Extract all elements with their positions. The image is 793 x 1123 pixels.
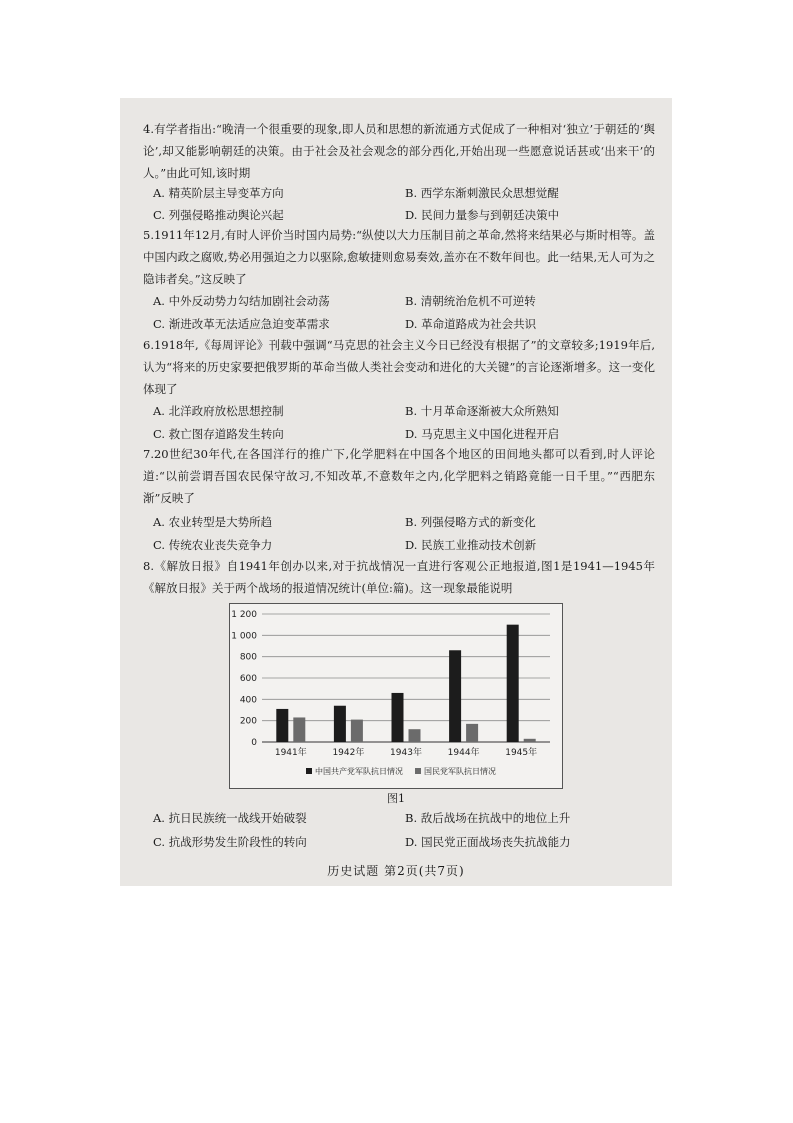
bar-kmt-3	[466, 724, 478, 742]
bar-cpc-1	[334, 706, 346, 742]
question-6-option-a: A. 北洋政府放松思想控制	[153, 404, 284, 418]
question-4-option-b: B. 西学东渐刺激民众思想觉醒	[405, 186, 559, 200]
question-7-option-b: B. 列强侵略方式的新变化	[405, 515, 536, 529]
question-6-stem: 6.1918年,《每周评论》刊载中强调“马克思的社会主义今日已经没有根据了”的文章较多;1919年后,认为“将来的历史家要把俄罗斯的革命当做人类社会变动和进化的大关键”的言论逐渐增多。这一变化体现了	[143, 338, 655, 396]
bar-cpc-2	[392, 693, 404, 742]
legend-label: 中国共产党军队抗日情况	[315, 767, 403, 776]
y-tick-label: 200	[239, 716, 257, 727]
figure-caption: 图1	[387, 792, 405, 805]
question-7-option-d: D. 民族工业推动技术创新	[405, 538, 537, 552]
question-6	[143, 334, 655, 400]
question-8-option-b: B. 敌后战场在抗战中的地位上升	[405, 811, 571, 825]
x-tick-label: 1945年	[505, 748, 538, 758]
bar-kmt-4	[524, 739, 536, 742]
question-6-option-c: C. 救亡图存道路发生转向	[153, 427, 284, 441]
y-tick-label: 800	[239, 652, 257, 663]
question-8	[143, 555, 655, 599]
y-tick-label: 400	[239, 695, 257, 706]
bar-cpc-4	[507, 625, 519, 742]
question-7	[143, 443, 655, 509]
question-5-option-a: A. 中外反动势力勾结加剧社会动荡	[153, 294, 330, 308]
legend-label: 国民党军队抗日情况	[424, 767, 496, 776]
question-8-stem: 8.《解放日报》自1941年创办以来,对于抗战情况一直进行客观公正地报道,图1是1941—1945年《解放日报》关于两个战场的报道情况统计(单位:篇)。这一现象最能说明	[143, 559, 655, 595]
question-5	[143, 224, 655, 290]
question-4-option-d: D. 民间力量参与到朝廷决策中	[405, 208, 560, 222]
legend-swatch	[306, 768, 312, 774]
question-8-option-c: C. 抗战形势发生阶段性的转向	[153, 835, 307, 849]
bar-kmt-1	[351, 720, 363, 742]
figure-1-chart	[229, 603, 563, 789]
exam-page	[120, 98, 672, 886]
y-tick-label: 600	[239, 674, 257, 684]
question-8-option-a: A. 抗日民族统一战线开始破裂	[153, 811, 307, 825]
question-6-option-d: D. 马克思主义中国化进程开启	[405, 427, 560, 441]
question-5-option-b: B. 清朝统治危机不可逆转	[405, 294, 536, 308]
bar-cpc-3	[449, 650, 461, 742]
page-footer: 历史试题 第2页(共7页)	[327, 864, 465, 878]
question-5-option-c: C. 渐进改革无法适应急迫变革需求	[153, 317, 330, 331]
bar-kmt-0	[293, 717, 305, 742]
question-4-option-c: C. 列强侵略推动舆论兴起	[153, 208, 284, 222]
bar-cpc-0	[276, 709, 288, 742]
y-tick-label: 0	[251, 738, 257, 748]
x-tick-label: 1941年	[274, 748, 307, 758]
question-4	[143, 118, 655, 184]
question-6-option-b: B. 十月革命逐渐被大众所熟知	[405, 404, 559, 418]
y-tick-label: 1 200	[231, 610, 257, 620]
question-4-option-a: A. 精英阶层主导变革方向	[153, 186, 284, 200]
bar-chart	[230, 604, 562, 788]
x-tick-label: 1943年	[390, 748, 422, 758]
x-tick-label: 1944年	[447, 748, 480, 758]
question-7-option-a: A. 农业转型是大势所趋	[153, 515, 273, 529]
bar-kmt-2	[409, 729, 421, 742]
legend-swatch	[415, 768, 421, 774]
question-5-option-d: D. 革命道路成为社会共识	[405, 317, 537, 331]
question-8-option-d: D. 国民党正面战场丧失抗战能力	[405, 835, 571, 849]
question-5-stem: 5.1911年12月,有时人评价当时国内局势:“纵使以大力压制目前之革命,然将来结果必与斯时相等。盖中国内政之腐败,势必用强迫之力以驱除,愈敏捷则愈易奏效,盖亦在不数年间也。此一结果,无人可为之隐讳者矣。”这反映了	[143, 228, 655, 286]
x-tick-label: 1942年	[332, 748, 365, 758]
question-7-stem: 7.20世纪30年代,在各国洋行的推广下,化学肥料在中国各个地区的田间地头都可以看到,时人评论道:“以前尝谓吾国农民保守故习,不知改革,不意数年之内,化学肥料之销路竟能一日千里。”“西肥东渐”反映了	[143, 447, 655, 505]
question-7-option-c: C. 传统农业丧失竞争力	[153, 538, 273, 552]
question-4-stem: 4.有学者指出:“晚清一个很重要的现象,即人员和思想的新流通方式促成了一种相对‘独立’于朝廷的‘舆论’,却又能影响朝廷的决策。由于社会及社会观念的部分西化,开始出现一些愿意说话甚或‘出来干’的人。”由此可知,该时期	[143, 122, 655, 180]
y-tick-label: 1 000	[231, 631, 257, 642]
